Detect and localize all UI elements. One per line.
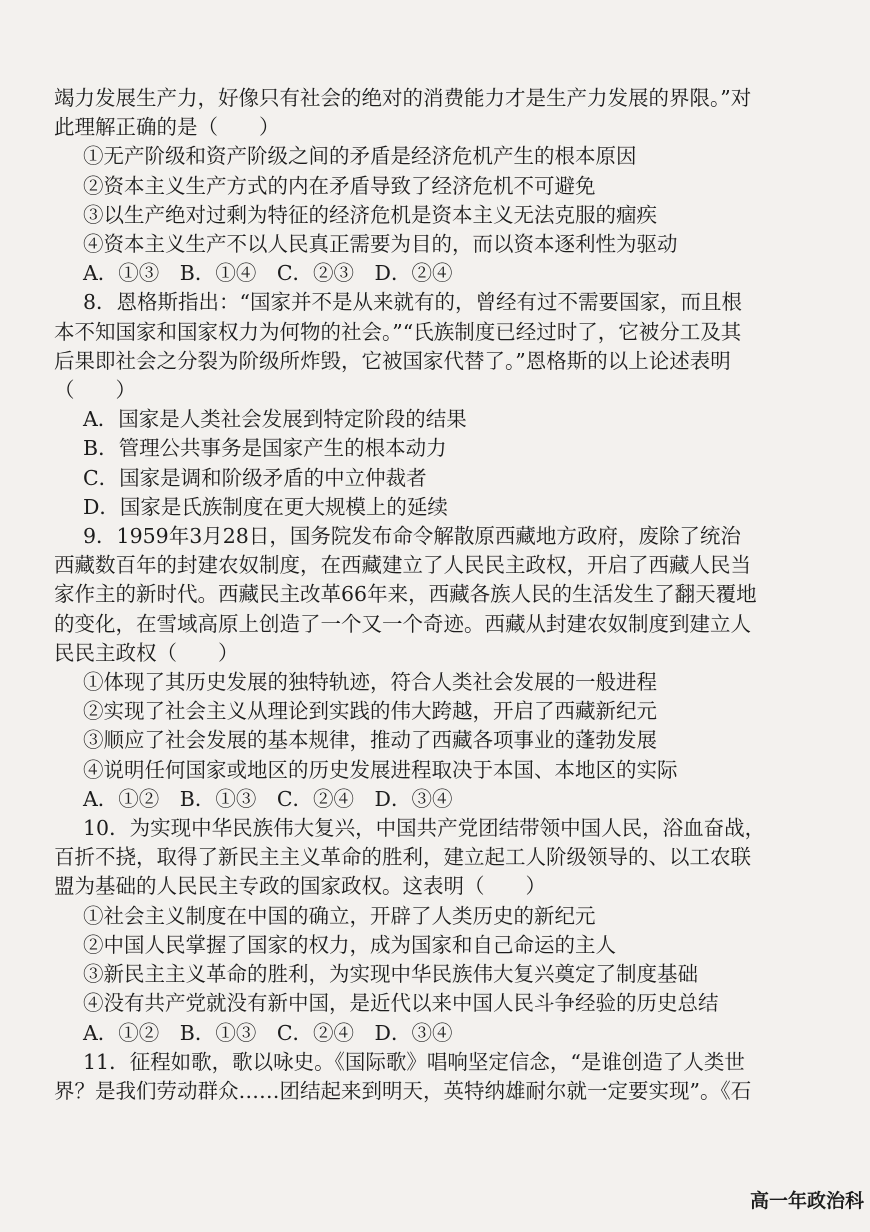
text-line: 9．1959年3月28日，国务院发布命令解散原西藏地方政府，废除了统治	[83, 524, 741, 549]
text-line: A．①② B．①③ C．②④ D．③④	[83, 786, 453, 811]
text-line: 8．恩格斯指出：“国家并不是从来就有的，曾经有过不需要国家，而且根	[83, 290, 743, 315]
text-line: ②实现了社会主义从理论到实践的伟大跨越，开启了西藏新纪元	[83, 699, 657, 724]
text-line: ②资本主义生产方式的内在矛盾导致了经济危机不可避免	[83, 173, 596, 198]
text-line: A．国家是人类社会发展到特定阶段的结果	[83, 407, 467, 432]
text-line: 本不知国家和国家权力为何物的社会。”“氏族制度已经过时了，它被分工及其	[54, 319, 742, 344]
text-line: 盟为基础的人民民主专政的国家政权。这表明（ ）	[54, 874, 546, 899]
text-line: （ ）	[54, 378, 136, 403]
text-line: ③新民主主义革命的胜利，为实现中华民族伟大复兴奠定了制度基础	[83, 962, 698, 987]
text-line: ③顺应了社会发展的基本规律，推动了西藏各项事业的蓬勃发展	[83, 728, 657, 753]
text-line: ④资本主义生产不以人民真正需要为目的，而以资本逐利性为驱动	[83, 232, 678, 257]
text-line: C．国家是调和阶级矛盾的中立仲裁者	[83, 465, 427, 490]
text-line: 10．为实现中华民族伟大复兴，中国共产党团结带领中国人民，浴血奋战，	[83, 816, 766, 841]
text-line: 家作主的新时代。西藏民主改革66年来，西藏各族人民的生活发生了翻天覆地	[54, 582, 757, 607]
text-line: B．管理公共事务是国家产生的根本动力	[83, 436, 447, 461]
text-line: 民民主政权（ ）	[54, 640, 239, 665]
text-line: ④说明任何国家或地区的历史发展进程取决于本国、本地区的实际	[83, 757, 678, 782]
text-line: 西藏数百年的封建农奴制度，在西藏建立了人民民主政权，开启了西藏人民当	[54, 553, 751, 578]
text-line: ①社会主义制度在中国的确立，开辟了人类历史的新纪元	[83, 903, 596, 928]
text-line: 此理解正确的是（ ）	[54, 115, 280, 140]
text-line: A．①② B．①③ C．②④ D．③④	[83, 1020, 453, 1045]
question-text-body	[54, 84, 830, 1106]
text-line: ③以生产绝对过剩为特征的经济危机是资本主义无法克服的痼疾	[83, 202, 657, 227]
text-line: 界？是我们劳动群众……团结起来到明天，英特纳雄耐尔就一定要实现”。《石	[54, 1078, 752, 1103]
text-line: ④没有共产党就没有新中国，是近代以来中国人民斗争经验的历史总结	[83, 991, 719, 1016]
text-line: ①无产阶级和资产阶级之间的矛盾是经济危机产生的根本原因	[83, 144, 637, 169]
text-line: 竭力发展生产力，好像只有社会的绝对的消费能力才是生产力发展的界限。”对	[54, 86, 752, 110]
text-line: A．①③ B．①④ C．②③ D．②④	[83, 261, 453, 286]
text-line: 后果即社会之分裂为阶级所炸毁，它被国家代替了。”恩格斯的以上论述表明	[54, 348, 731, 373]
text-line: ①体现了其历史发展的独特轨迹，符合人类社会发展的一般进程	[83, 670, 657, 695]
text-line: 11．征程如歌，歌以咏史。《国际歌》唱响坚定信念，“是谁创造了人类世	[83, 1049, 745, 1074]
text-line: 百折不挠，取得了新民主主义革命的胜利，建立起工人阶级领导的、以工农联	[54, 845, 751, 870]
page-footer: 高一年政治科	[749, 1190, 864, 1212]
text-line: D．国家是氏族制度在更大规模上的延续	[83, 494, 448, 519]
text-line: 的变化，在雪域高原上创造了一个又一个奇迹。西藏从封建农奴制度到建立人	[54, 611, 751, 636]
text-line: ②中国人民掌握了国家的权力，成为国家和自己命运的主人	[83, 932, 616, 957]
